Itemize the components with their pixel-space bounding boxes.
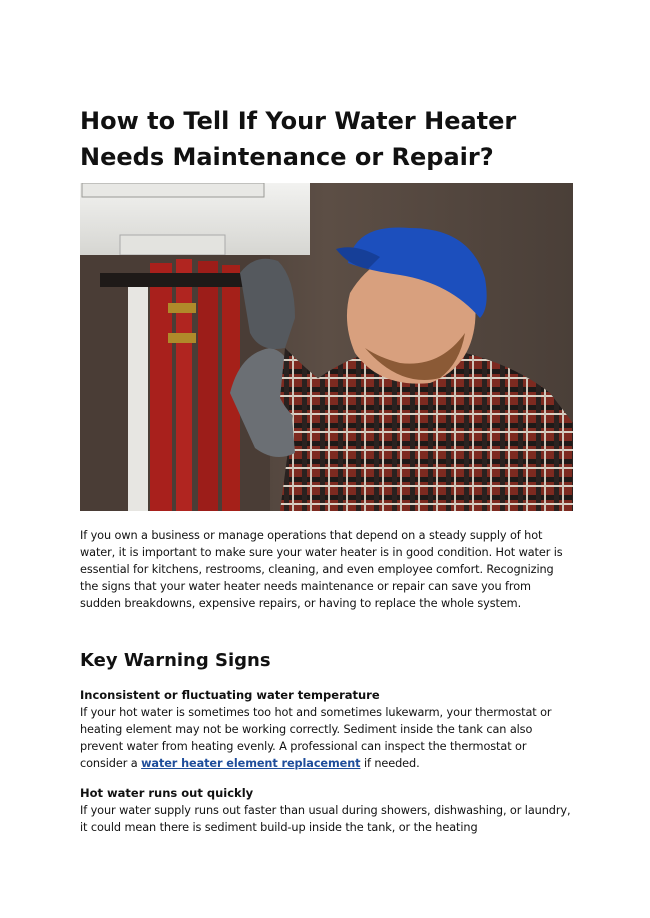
sign-body: [80, 704, 575, 772]
sign-title: Hot water runs out quickly: [80, 786, 254, 800]
section-heading: Key Warning Signs: [80, 650, 271, 671]
sign-body-text: If your hot water is sometimes too hot and sometimes lukewarm, your thermostat or heating element may not be working correctly. Sediment inside the tank can also prevent water from heating evenly. A professional can inspect the thermostat or consider a: [80, 706, 552, 770]
sign-body: [80, 802, 575, 836]
article-title: How to Tell If Your Water Heater Needs Maintenance or Repair?: [80, 107, 517, 171]
sign-body-text: If your water supply runs out faster than usual during showers, dishwashing, or laundry, it could mean there is sediment build-up inside the tank, or the heating: [80, 804, 571, 834]
sign-body-text-end: if needed.: [360, 757, 420, 770]
element-replacement-link[interactable]: water heater element replacement: [141, 757, 361, 770]
intro-paragraph: If you own a business or manage operations that depend on a steady supply of hot water, it is important to make sure your water heater is in good condition. Hot water is essential for kitchens, restrooms, cleaning, and even employee comfort. Recognizing the signs that your water heater needs maintenance or repair can save you from sudden breakdowns, expensive repairs, or having to replace the whole system.: [80, 529, 563, 610]
sign-title: Inconsistent or fluctuating water temperature: [80, 688, 380, 702]
technician-photo-icon: [80, 183, 573, 511]
hero-image: [80, 183, 573, 511]
